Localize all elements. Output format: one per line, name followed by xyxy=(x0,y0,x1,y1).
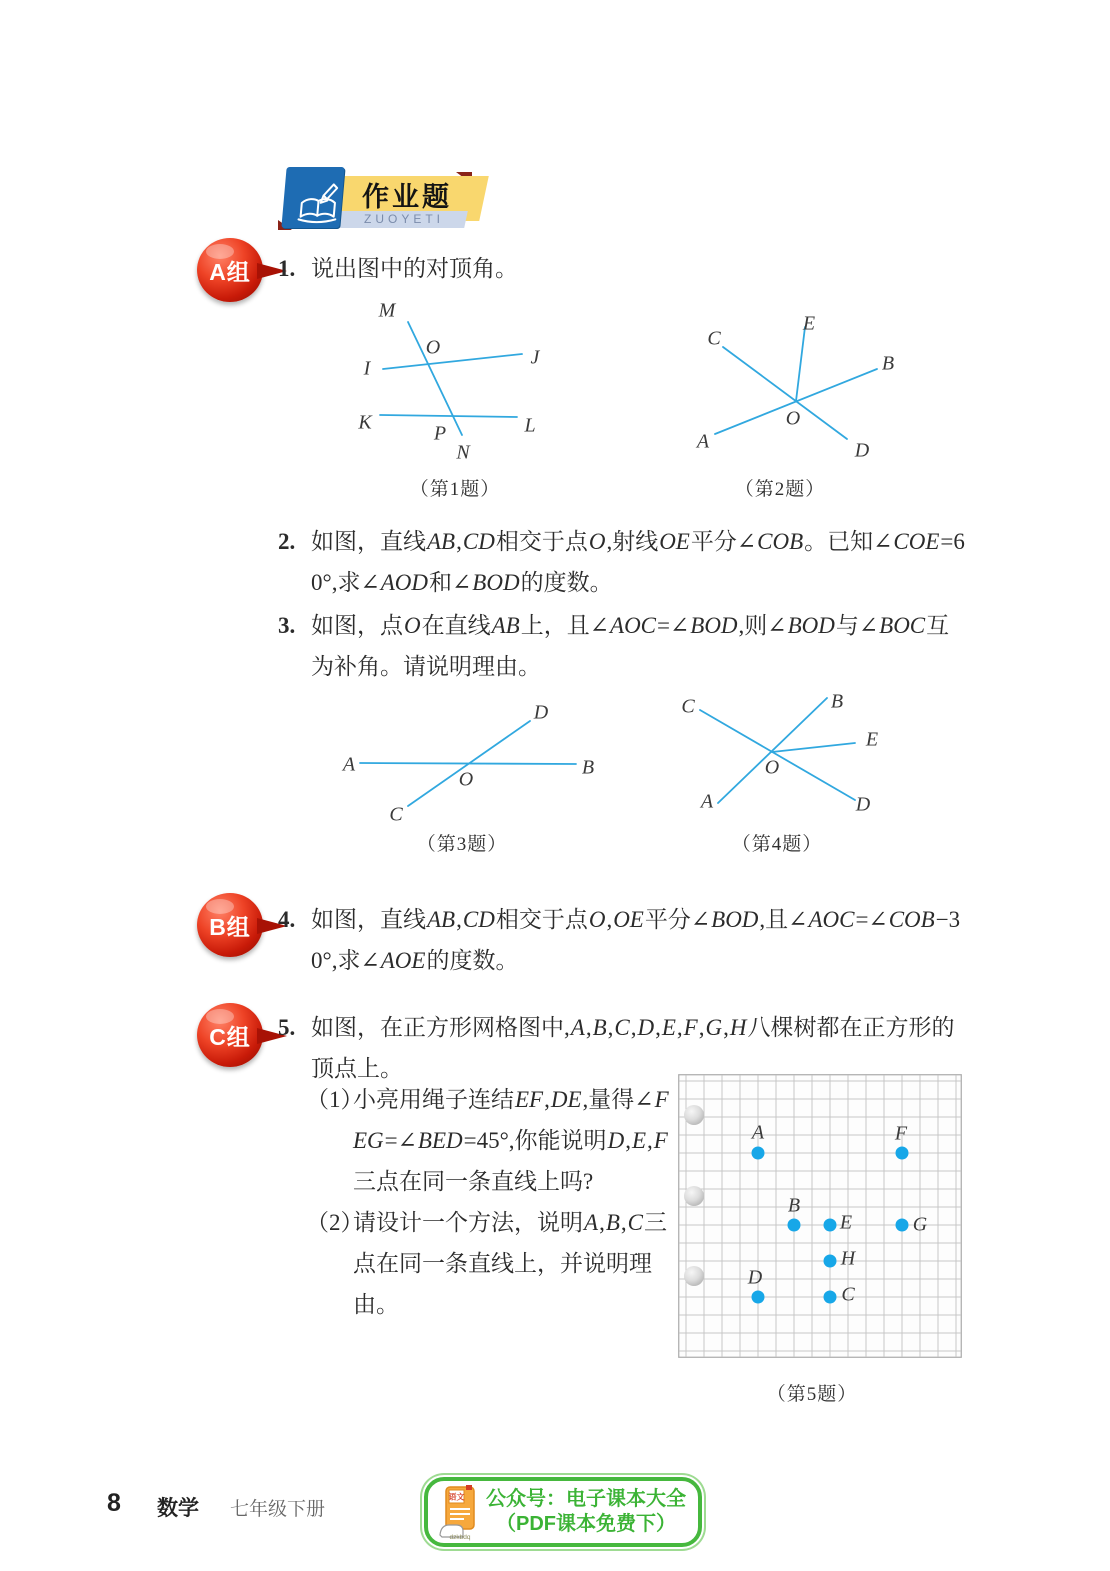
homework-banner xyxy=(278,164,493,236)
subitem-text: 小亮用绳子连结EF,DE,量得∠FEG=∠BED=45°,你能说明D,E,F三点在同一条直线上吗? xyxy=(353,1087,669,1194)
svg-text:C: C xyxy=(841,1283,855,1306)
problem-number: 2. xyxy=(278,529,296,554)
problem-number: 3. xyxy=(278,613,296,638)
problem-text: 如图，点O在直线AB上，且∠AOC=∠BOD,则∠BOD与∠BOC互为补角。请说明理由。 xyxy=(311,613,950,679)
svg-text:B: B xyxy=(787,1194,801,1217)
svg-text:O: O xyxy=(785,407,801,430)
wechat-promo-badge xyxy=(424,1477,702,1547)
svg-text:D: D xyxy=(854,439,870,462)
svg-text:D: D xyxy=(855,793,871,816)
problem-2 xyxy=(278,521,972,603)
figure-caption-2: （第2题） xyxy=(734,479,826,500)
problem-1 xyxy=(278,248,978,289)
figure-problem-4 xyxy=(650,668,900,825)
figure-problem-1 xyxy=(330,292,580,469)
subitem-1 xyxy=(306,1079,678,1202)
wechat-promo-text xyxy=(482,1487,690,1537)
figure-caption-5: （第5题） xyxy=(766,1384,858,1405)
svg-text:A: A xyxy=(696,430,710,453)
phone-hand-icon xyxy=(436,1483,482,1541)
svg-text:E: E xyxy=(802,312,816,335)
footer-volume: 七年级下册 xyxy=(230,1499,326,1520)
subitem-number: （1） xyxy=(306,1087,364,1112)
svg-text:B: B xyxy=(881,352,895,375)
subitem-text: 请设计一个方法，说明A,B,C三点在同一条直线上，并说明理由。 xyxy=(353,1210,667,1317)
svg-text:B: B xyxy=(581,756,595,779)
svg-text:C: C xyxy=(389,803,403,826)
problem-text: 如图，直线AB,CD相交于点O,OE平分∠BOD,且∠AOC=∠COB−30°,求∠AOE的度数。 xyxy=(311,907,961,973)
svg-text:F: F xyxy=(894,1122,908,1145)
problem-text: 说出图中的对顶角。 xyxy=(311,256,518,281)
banner-title: 作业题 xyxy=(362,182,452,212)
group-c-label: C组 xyxy=(197,1003,263,1067)
wechat-line-2: （PDF课本免费下） xyxy=(496,1513,676,1535)
svg-text:O: O xyxy=(764,756,780,779)
problem-number: 5. xyxy=(278,1015,296,1040)
svg-text:O: O xyxy=(425,336,441,359)
svg-text:D: D xyxy=(747,1266,763,1289)
svg-text:G: G xyxy=(912,1213,928,1236)
figure-caption-4: （第4题） xyxy=(731,834,823,855)
svg-text:I: I xyxy=(363,357,371,380)
problem-text: 如图，直线AB,CD相交于点O,射线OE平分∠COB。已知∠COE=60°,求∠AOD和∠BOD的度数。 xyxy=(311,529,965,595)
subitem-2 xyxy=(306,1202,678,1325)
svg-text:D: D xyxy=(533,701,549,724)
wechat-line-1: 公众号：电子课本大全 xyxy=(486,1488,686,1510)
figure-caption-3: （第3题） xyxy=(416,834,508,855)
svg-text:A: A xyxy=(751,1121,765,1144)
svg-text:L: L xyxy=(524,414,536,437)
svg-text:A: A xyxy=(342,753,356,776)
svg-text:C: C xyxy=(707,327,721,350)
page-number: 8 xyxy=(107,1489,121,1517)
figure-problem-2 xyxy=(660,292,905,469)
svg-text:A: A xyxy=(700,790,714,813)
group-b-label: B组 xyxy=(197,893,263,957)
footer-subject: 数学 xyxy=(157,1497,199,1520)
svg-text:E: E xyxy=(839,1211,853,1234)
book-pencil-icon xyxy=(291,174,342,228)
figure-problem-3 xyxy=(320,688,605,838)
problem-4 xyxy=(278,899,972,981)
grid-figure-problem-5 xyxy=(678,1074,962,1363)
group-a-label: A组 xyxy=(197,238,263,302)
svg-text:B: B xyxy=(830,690,844,713)
svg-text:N: N xyxy=(456,441,470,464)
svg-text:语文: 语文 xyxy=(448,1492,465,1502)
svg-text:E: E xyxy=(865,728,879,751)
problem-number: 1. xyxy=(278,256,296,281)
problem-text: 如图，在正方形网格图中,A,B,C,D,E,F,G,H八棵树都在正方形的顶点上。 xyxy=(311,1015,955,1081)
figure-caption-1: （第1题） xyxy=(409,479,501,500)
svg-text:dzkbdq: dzkbdq xyxy=(449,1534,471,1541)
subitem-number: （2） xyxy=(306,1210,364,1235)
problem-5-subitems xyxy=(306,1079,678,1325)
svg-text:H: H xyxy=(840,1247,856,1270)
svg-text:M: M xyxy=(378,299,396,322)
banner-icon-box xyxy=(281,167,344,228)
svg-text:J: J xyxy=(530,346,540,369)
svg-text:C: C xyxy=(681,695,695,718)
problem-number: 4. xyxy=(278,907,296,932)
svg-text:O: O xyxy=(458,768,474,791)
svg-text:K: K xyxy=(358,411,372,434)
svg-text:P: P xyxy=(433,422,447,445)
banner-subtitle: ZUOYETI xyxy=(364,212,445,226)
